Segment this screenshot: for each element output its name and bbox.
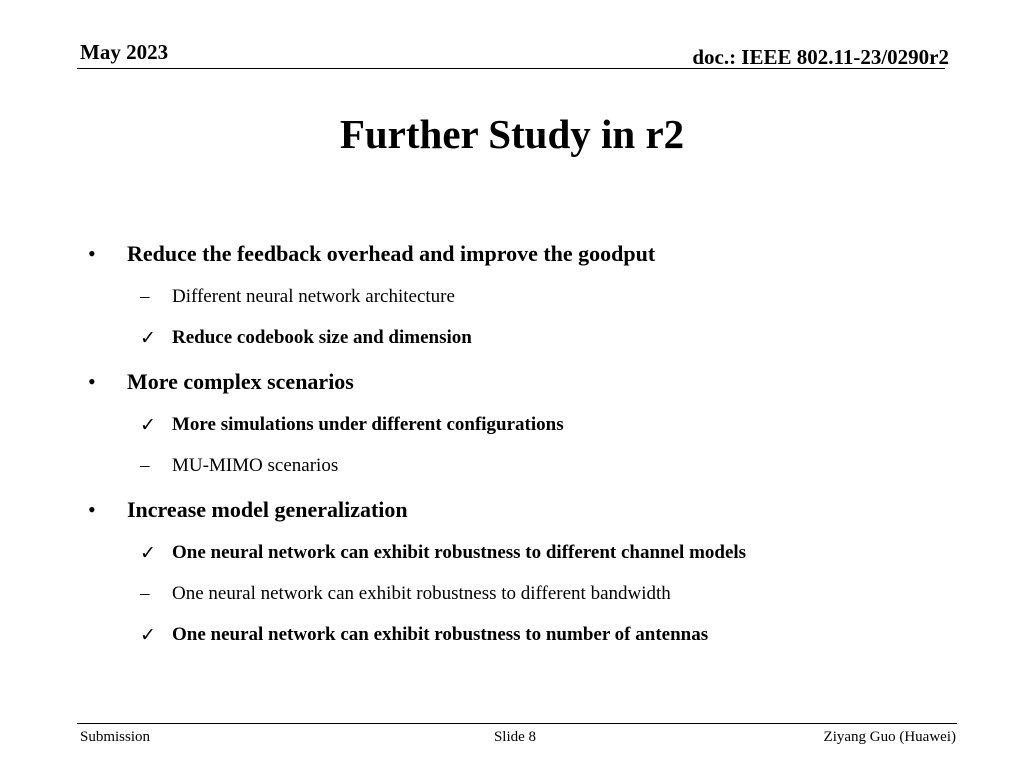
dash-icon: –	[140, 455, 150, 476]
bullet-dot-icon: •	[88, 241, 96, 266]
bullet-dot-icon: •	[88, 369, 96, 394]
sub-item-text: One neural network can exhibit robustness to number of antennas	[172, 624, 709, 645]
bullet-dot-icon: •	[88, 497, 96, 522]
sub-item-text: More simulations under different configurations	[172, 414, 564, 435]
bullet-text: More complex scenarios	[127, 369, 354, 394]
checkmark-icon: ✓	[140, 415, 156, 436]
bullet-text: Reduce the feedback overhead and improve the goodput	[127, 241, 656, 266]
sub-item-text: One neural network can exhibit robustness to different channel models	[172, 542, 747, 563]
dash-icon: –	[140, 583, 150, 604]
footer-author: Ziyang Guo (Huawei)	[823, 729, 956, 745]
footer-divider	[77, 723, 957, 724]
footer-slide-number: Slide 8	[493, 729, 537, 745]
sub-item-text: Different neural network architecture	[172, 286, 455, 307]
sub-item-text: One neural network can exhibit robustness to different bandwidth	[172, 583, 671, 604]
sub-item-text: MU-MIMO scenarios	[172, 455, 339, 476]
sub-item-text: Reduce codebook size and dimension	[172, 327, 472, 348]
footer-submission: Submission	[80, 729, 151, 745]
checkmark-icon: ✓	[140, 625, 156, 646]
slide-title: Further Study in r2	[339, 111, 685, 157]
header-date: May 2023	[80, 40, 169, 64]
checkmark-icon: ✓	[140, 328, 156, 349]
checkmark-icon: ✓	[140, 543, 156, 564]
dash-icon: –	[140, 286, 150, 307]
header-doc-id: doc.: IEEE 802.11-23/0290r2	[692, 45, 949, 69]
bullet-text: Increase model generalization	[127, 497, 408, 522]
